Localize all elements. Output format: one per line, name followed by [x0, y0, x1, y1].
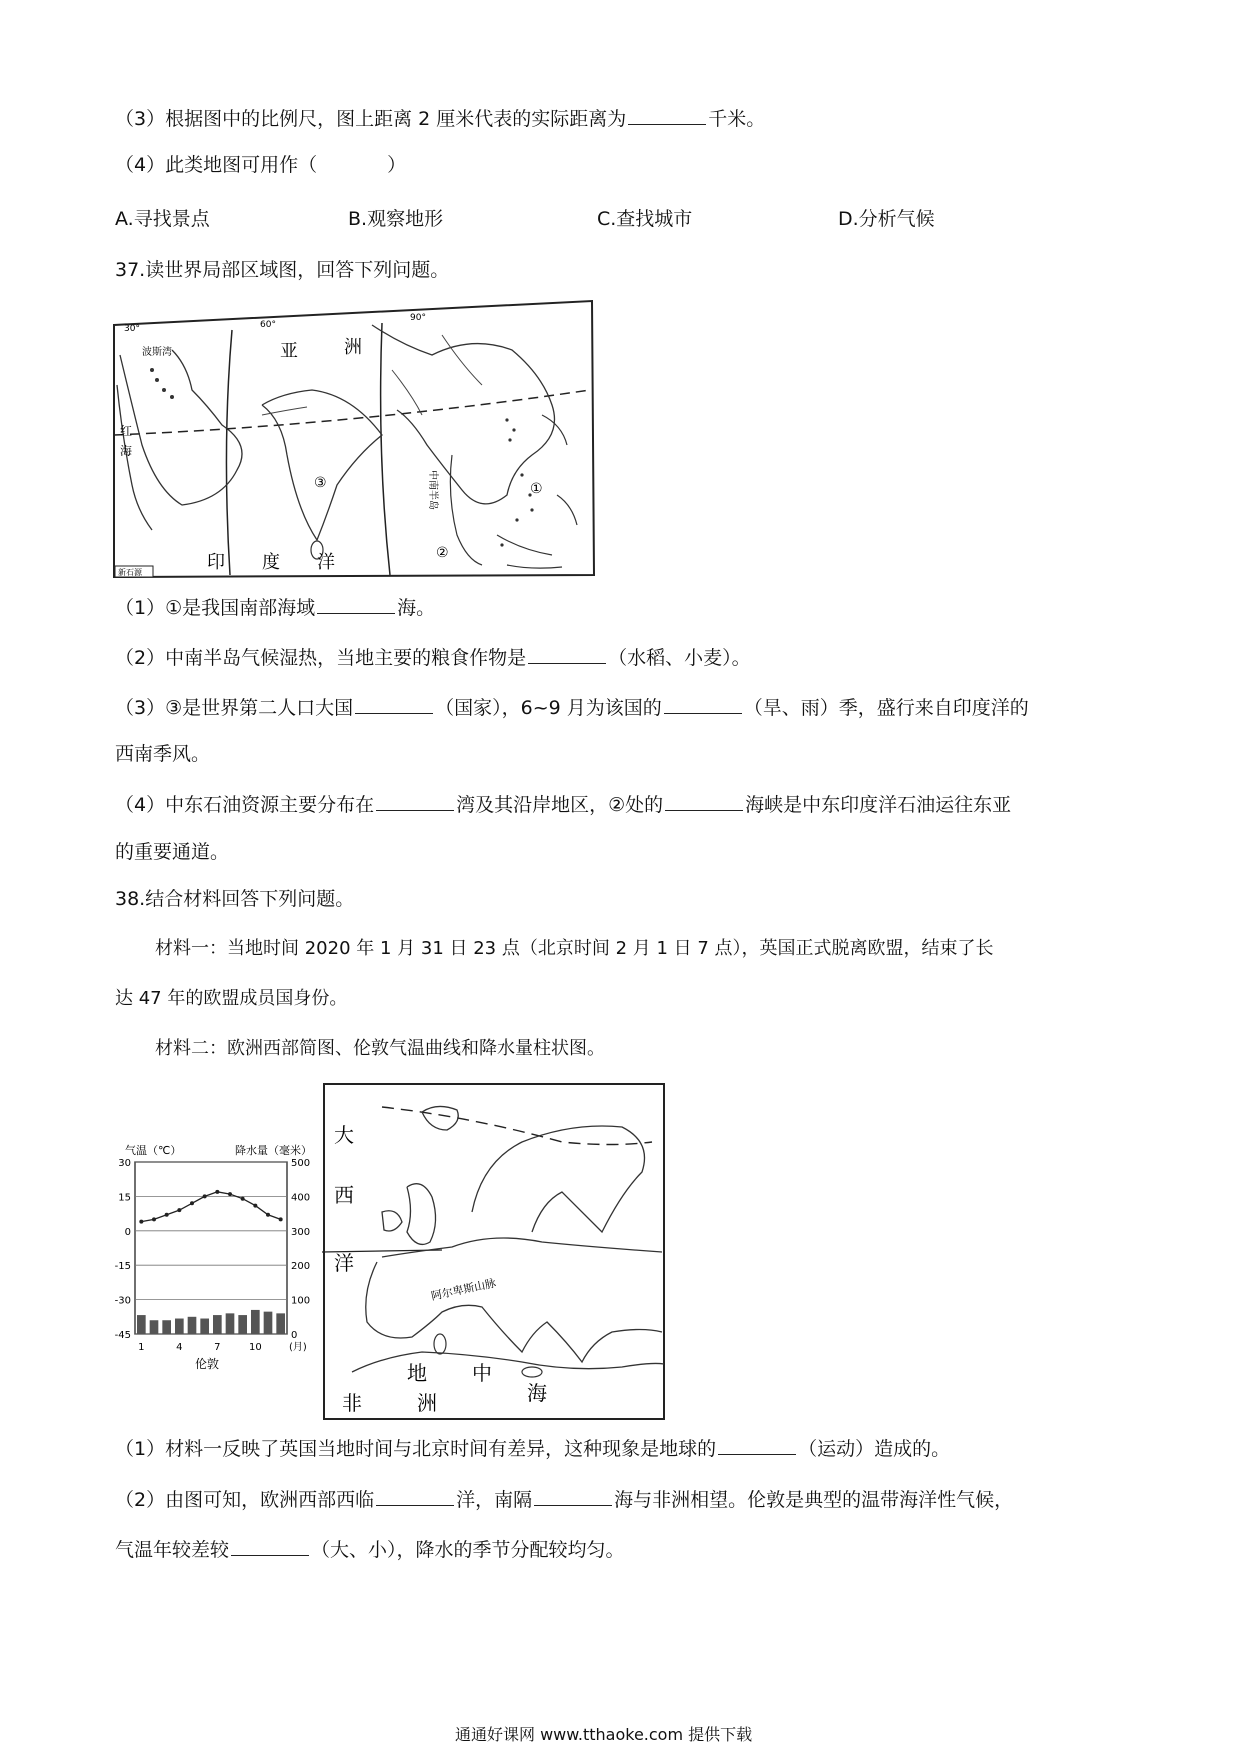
africa-label-1: 非	[342, 1391, 362, 1415]
answer-blank[interactable]	[718, 1438, 796, 1455]
atlantic-label-2: 西	[334, 1183, 354, 1207]
red-sea-label-2: 海	[120, 444, 133, 458]
q37-part4-cont: 的重要通道。	[115, 841, 230, 863]
meridian-label-60: 60°	[260, 320, 276, 330]
q38-material1-b: 达 47 年的欧盟成员国身份。	[115, 988, 348, 1009]
q37-part3	[115, 696, 1029, 720]
asia-label-1: 亚	[280, 341, 298, 362]
q37-p4-text: （4）中东石油资源主要分布在	[115, 794, 375, 816]
precipitation-tick-label: 400	[291, 1192, 311, 1204]
option-d[interactable]: D.分析气候	[838, 208, 935, 230]
precipitation-bar	[162, 1320, 171, 1334]
precipitation-bar	[188, 1317, 197, 1334]
precipitation-bar	[137, 1315, 146, 1334]
precipitation-tick-label: 300	[291, 1226, 311, 1238]
answer-blank[interactable]	[528, 647, 606, 664]
precipitation-bar	[226, 1313, 235, 1334]
temperature-point	[228, 1192, 232, 1196]
precipitation-tick-label: 100	[291, 1295, 311, 1307]
q37-p3-end: （旱、雨）季，盛行来自印度洋的	[743, 697, 1029, 719]
q38-p1-end: （运动）造成的。	[798, 1438, 951, 1460]
indian-ocean-label-3: 洋	[317, 552, 335, 573]
q38-title: 38.结合材料回答下列问题。	[115, 888, 355, 910]
answer-blank[interactable]	[231, 1539, 309, 1556]
q38-part2	[115, 1488, 1013, 1512]
q37-p1-text: （1）①是我国南部海域	[115, 597, 316, 619]
q37-p2-end: （水稻、小麦）。	[608, 647, 751, 669]
q37-p3-text: （3）③是世界第二人口大国	[115, 697, 354, 719]
q36-p3-text: （3）根据图中的比例尺，图上距离 2 厘米代表的实际距离为	[115, 108, 627, 130]
q36-p3-unit: 千米。	[708, 108, 766, 130]
precipitation-bar	[150, 1320, 159, 1334]
precipitation-bar	[251, 1310, 260, 1334]
atlantic-label-1: 大	[334, 1123, 354, 1147]
precipitation-tick-label: 0	[291, 1330, 298, 1341]
precipitation-bar	[238, 1315, 247, 1334]
temperature-point	[165, 1213, 169, 1217]
temperature-tick-label: 15	[118, 1192, 131, 1204]
temperature-tick-label: -15	[114, 1261, 131, 1273]
temperature-point	[266, 1213, 270, 1217]
q37-part2	[115, 646, 751, 670]
q37-p2-text: （2）中南半岛气候湿热，当地主要的粮食作物是	[115, 647, 527, 669]
option-c[interactable]: C.查找城市	[597, 208, 693, 230]
western-europe-map	[322, 1082, 667, 1422]
indian-ocean-label-2: 度	[262, 552, 280, 573]
q38-part2-cont	[115, 1538, 625, 1562]
option-a[interactable]: A.寻找景点	[115, 208, 210, 230]
answer-blank[interactable]	[534, 1489, 612, 1506]
precipitation-bar	[276, 1313, 285, 1334]
precipitation-tick-label: 500	[291, 1158, 311, 1169]
marker-2: ②	[436, 545, 449, 561]
precipitation-bar	[175, 1319, 184, 1334]
africa-label-2: 洲	[417, 1391, 437, 1415]
temperature-tick-label: 0	[124, 1226, 131, 1238]
answer-blank[interactable]	[376, 1489, 454, 1506]
indian-ocean-label-1: 印	[207, 552, 225, 573]
q38-p2-end: 海与非洲相望。伦敦是典型的温带海洋性气候，	[614, 1489, 1014, 1511]
temperature-tick-label: -45	[114, 1330, 131, 1341]
temperature-point	[241, 1197, 245, 1201]
atlantic-label-3: 洋	[334, 1251, 354, 1275]
temperature-point	[253, 1204, 257, 1208]
indochina-label: 中南半岛	[427, 470, 438, 510]
temperature-axis-label: 气温（℃）	[125, 1144, 182, 1157]
q36-part3	[115, 107, 765, 131]
red-sea-label-1: 红	[120, 424, 133, 438]
q36-p4-text: （4）此类地图可用作（	[115, 154, 318, 176]
temperature-point	[177, 1208, 181, 1212]
answer-blank[interactable]	[355, 697, 433, 714]
marker-3: ③	[314, 475, 327, 491]
q38-p2-mid: 洋，南隔	[456, 1489, 533, 1511]
answer-blank[interactable]	[376, 794, 454, 811]
persian-gulf-label: 波斯湾	[142, 347, 172, 358]
mediterranean-label-3: 海	[527, 1381, 547, 1405]
precipitation-bar	[200, 1319, 209, 1334]
precipitation-bar	[213, 1315, 222, 1334]
q37-p1-end: 海。	[397, 597, 436, 619]
q38-part1	[115, 1437, 950, 1461]
temperature-point	[152, 1217, 156, 1221]
asia-label-2: 洲	[344, 337, 362, 358]
q37-p4-end: 海峡是中东印度洋石油运往东亚	[745, 794, 1012, 816]
q37-part1	[115, 596, 435, 620]
precipitation-bar	[264, 1312, 273, 1334]
q38-p2-text: （2）由图可知，欧洲西部西临	[115, 1489, 375, 1511]
marker-1: ①	[530, 481, 543, 497]
q37-title: 37.读世界局部区域图，回答下列问题。	[115, 259, 450, 281]
mediterranean-label-1: 地	[407, 1361, 427, 1385]
option-b[interactable]: B.观察地形	[348, 208, 444, 230]
mediterranean-label-2: 中	[472, 1361, 492, 1385]
q38-material1-a: 材料一：当地时间 2020 年 1 月 31 日 23 点（北京时间 2 月 1 日 7 点），英国正式脱离欧盟，结束了长	[155, 938, 994, 959]
q37-p3-mid: （国家），6~9 月为该国的	[435, 697, 662, 719]
q38-p1-text: （1）材料一反映了英国当地时间与北京时间有差异，这种现象是地球的	[115, 1438, 717, 1460]
temperature-point	[203, 1194, 207, 1198]
asia-region-map	[112, 295, 597, 580]
answer-blank[interactable]	[628, 108, 706, 125]
answer-blank[interactable]	[665, 794, 743, 811]
city-label: 伦敦	[195, 1357, 220, 1370]
temperature-point	[139, 1220, 143, 1224]
london-climate-chart	[105, 1140, 325, 1370]
q38-p2-cont-end: （大、小），降水的季节分配较均匀。	[311, 1539, 625, 1561]
q36-part4	[115, 153, 406, 177]
temperature-tick-label: -30	[114, 1295, 131, 1307]
temperature-point	[190, 1201, 194, 1205]
answer-blank[interactable]	[664, 697, 742, 714]
q37-part4	[115, 793, 1011, 817]
q38-material2: 材料二：欧洲西部简图、伦敦气温曲线和降水量柱状图。	[155, 1038, 605, 1059]
q37-part3-cont: 西南季风。	[115, 743, 211, 765]
meridian-label-90: 90°	[410, 313, 426, 323]
alps-label: 阿尔卑斯山脉	[429, 1276, 498, 1303]
meridian-label-30: 30°	[124, 324, 140, 334]
precipitation-axis-label: 降水量（毫米）	[235, 1144, 312, 1157]
month-tick-label: (月)	[289, 1342, 307, 1353]
q36-p4-close: ）	[387, 154, 407, 176]
month-tick-label: 10	[248, 1342, 262, 1353]
corner-stamp: 新石源	[118, 568, 142, 577]
temperature-point	[279, 1217, 283, 1221]
month-tick-label: 4	[176, 1342, 183, 1353]
precipitation-tick-label: 200	[291, 1261, 311, 1273]
temperature-tick-label: 30	[118, 1158, 131, 1169]
page-footer: 通通好课网 www.tthaoke.com 提供下载	[455, 1725, 753, 1744]
month-tick-label: 1	[138, 1342, 145, 1353]
month-tick-label: 7	[214, 1342, 221, 1353]
q37-p4-mid: 湾及其沿岸地区，②处的	[456, 794, 664, 816]
temperature-point	[215, 1190, 219, 1194]
q38-p2-cont-text: 气温年较差较	[115, 1539, 230, 1561]
answer-blank[interactable]	[317, 597, 395, 614]
